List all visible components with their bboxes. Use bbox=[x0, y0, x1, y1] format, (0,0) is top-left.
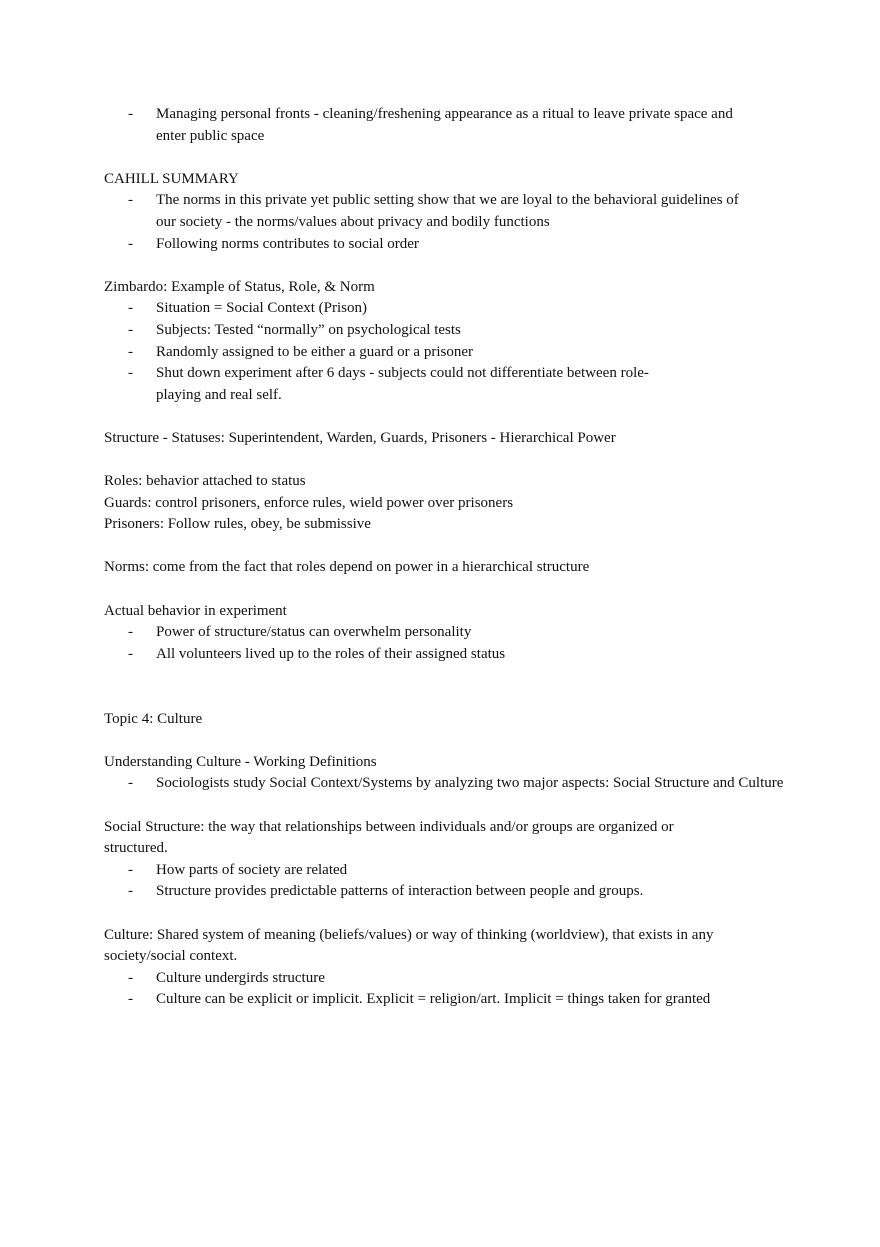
guards-line: Guards: control prisoners, enforce rules, wield power over prisoners bbox=[104, 494, 514, 511]
list-item: - Situation = Social Context (Prison) bbox=[128, 300, 367, 317]
list-item: - Culture can be explicit or implicit. Explicit = religion/art. Implicit = things taken for granted bbox=[128, 991, 711, 1008]
list-item: - Sociologists study Social Context/Systems by analyzing two major aspects: Social Structure and Culture bbox=[128, 775, 784, 792]
list-item: - Power of structure/status can overwhelm personality bbox=[128, 624, 472, 641]
section-heading-cahill: CAHILL SUMMARY bbox=[104, 170, 239, 187]
structure-line: Structure - Statuses: Superintendent, Warden, Guards, Prisoners - Hierarchical Power bbox=[104, 429, 616, 446]
norms-line: Norms: come from the fact that roles depend on power in a hierarchical structure bbox=[104, 559, 590, 576]
section-heading-actual-behavior: Actual behavior in experiment bbox=[104, 602, 287, 619]
list-item: - Managing personal fronts - cleaning/freshening appearance as a ritual to leave private space and enter public space bbox=[128, 106, 733, 144]
roles-line: Roles: behavior attached to status bbox=[104, 473, 306, 490]
list-item: - The norms in this private yet public setting show that we are loyal to the behavioral guidelines of our society - the norms/values about privacy and bodily functions bbox=[128, 192, 739, 230]
list-item: - Randomly assigned to be either a guard or a prisoner bbox=[128, 343, 473, 360]
bullet-marker: - bbox=[128, 106, 133, 122]
list-item: - Structure provides predictable patterns of interaction between people and groups. bbox=[128, 883, 644, 900]
section-heading-zimbardo: Zimbardo: Example of Status, Role, & Norm bbox=[104, 278, 375, 295]
list-item: - Subjects: Tested “normally” on psychological tests bbox=[128, 321, 461, 338]
section-heading-understanding-culture: Understanding Culture - Working Definitions bbox=[104, 753, 377, 770]
list-item: - Following norms contributes to social order bbox=[128, 235, 419, 252]
list-item: - All volunteers lived up to the roles of their assigned status bbox=[128, 645, 506, 662]
prisoners-line: Prisoners: Follow rules, obey, be submissive bbox=[104, 516, 371, 533]
list-item: - Shut down experiment after 6 days - subjects could not differentiate between role-playing and real self. bbox=[128, 365, 649, 403]
document-page bbox=[104, 104, 784, 1011]
social-structure-definition: Social Structure: the way that relationships between individuals and/or groups are organized or structured. bbox=[104, 818, 674, 857]
list-item: - How parts of society are related bbox=[128, 861, 348, 878]
culture-definition: Culture: Shared system of meaning (beliefs/values) or way of thinking (worldview), that exists in any society/social context. bbox=[104, 926, 714, 965]
list-item: - Culture undergirds structure bbox=[128, 969, 325, 986]
topic-heading: Topic 4: Culture bbox=[104, 710, 203, 727]
